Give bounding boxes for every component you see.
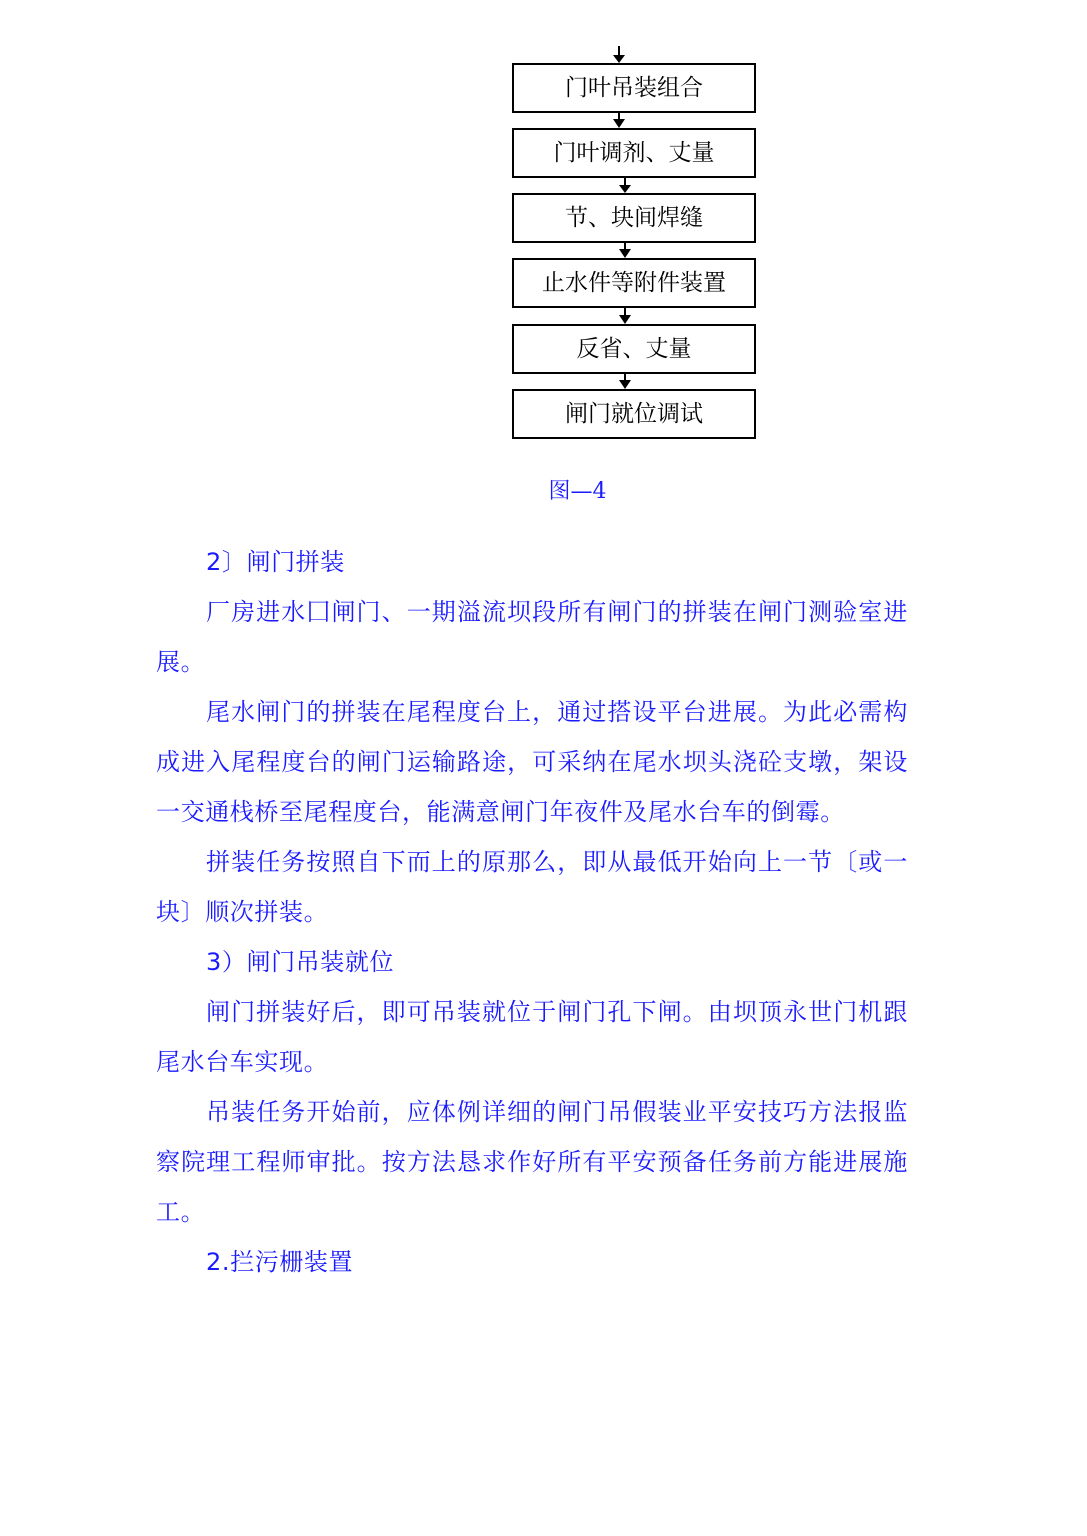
paragraph-tailwater-gates: 尾水闸门的拼装在尾程度台上，通过搭设平台进展。为此必需构成进入尾程度台的闸门运输路途，可采纳在尾水坝头浇砼支墩，架设一交通栈桥至尾程度台，能满意闸门年夜件及尾水台车的倒霉。 bbox=[156, 698, 908, 826]
arrowhead-step-4-to-5 bbox=[619, 315, 631, 324]
paragraph-hoisting: 闸门拼装好后，即可吊装就位于闸门孔下闸。由坝顶永世门机跟尾水台车实现。 bbox=[156, 998, 908, 1076]
arrowhead-step-1-to-2 bbox=[613, 119, 625, 128]
heading-gate-hoisting: 3）闸门吊装就位 bbox=[206, 948, 395, 976]
flow-step-4: 止水件等附件装置 bbox=[512, 258, 756, 308]
flow-step-2: 门叶调剂、丈量 bbox=[512, 128, 756, 178]
heading-gate-assembly: 2〕闸门拼装 bbox=[206, 548, 345, 576]
figure-caption: 图—4 bbox=[548, 479, 607, 504]
heading-trash-rack: 2.拦污栅装置 bbox=[206, 1248, 354, 1276]
flowchart bbox=[0, 0, 1087, 460]
arrowhead-step-5-to-6 bbox=[619, 380, 631, 389]
arrowhead-into-step-1 bbox=[613, 55, 625, 63]
paragraph-assembly-order: 拼装任务按照自下而上的原那么，即从最低开始向上一节〔或一块〕顺次拼装。 bbox=[156, 848, 908, 926]
flow-step-1: 门叶吊装组合 bbox=[512, 63, 756, 113]
paragraph-intake-gates: 厂房进水囗闸门、一期溢流坝段所有闸门的拼装在闸门测验室进展。 bbox=[156, 598, 908, 676]
flow-step-3: 节、块间焊缝 bbox=[512, 193, 756, 243]
document-body bbox=[156, 537, 908, 1287]
arrowhead-step-2-to-3 bbox=[619, 185, 631, 193]
paragraph-safety-plan: 吊装任务开始前，应体例详细的闸门吊假装业平安技巧方法报监察院理工程师审批。按方法恳求作好所有平安预备任务前方能进展施工。 bbox=[156, 1098, 908, 1226]
flow-step-6: 闸门就位调试 bbox=[512, 389, 756, 439]
arrowhead-step-3-to-4 bbox=[619, 249, 631, 258]
flow-step-5: 反省、丈量 bbox=[512, 324, 756, 374]
